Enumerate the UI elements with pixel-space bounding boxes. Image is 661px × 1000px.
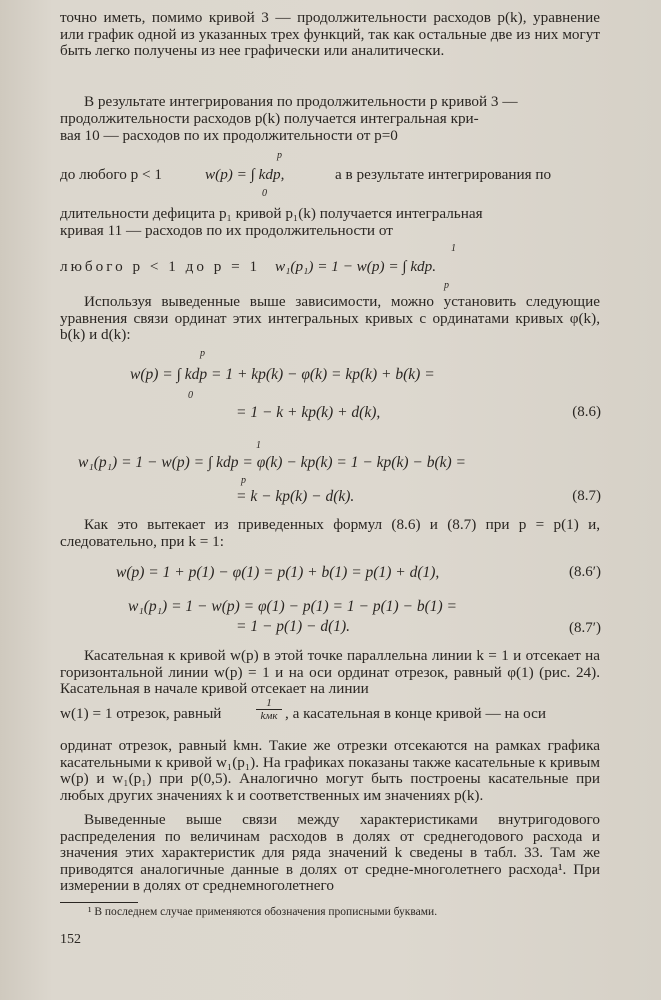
paragraph-tangent: Касательная к кривой w(p) в этой точке параллельна линии k = 1 и отсекает на горизонтальной линии w(p) = 1 и на оси ординат отрезок, равный φ(1) (рис. 24). Касательная в начале кривой отсекает на линии bbox=[60, 647, 600, 698]
equation-8-6-line1: w(p) = ∫ kdp = 1 + kp(k) − φ(k) = kp(k) + b(k) = bbox=[130, 366, 435, 383]
equation-number-8-7-prime: (8.7′) bbox=[568, 620, 601, 636]
paragraph-integration-l7a: любого p < 1 до p = 1 bbox=[60, 258, 261, 275]
upper-limit-p: p bbox=[277, 150, 282, 161]
lower-limit-zero: 0 bbox=[262, 188, 267, 199]
paragraph-consequence: Как это вытекает из приведенных формул (8.6) и (8.7) при p = p(1) и, следовательно, при k = 1: bbox=[60, 516, 600, 550]
paragraph-integration-l1: В результате интегрирования по продолжительности p кривой 3 — bbox=[84, 93, 518, 110]
paragraph-tangent-b1: w(1) = 1 отрезок, равный bbox=[60, 705, 222, 722]
page-number: 152 bbox=[60, 932, 81, 947]
paragraph-integration-l3: вая 10 — расходов по их продолжительности от p=0 bbox=[60, 127, 398, 144]
lower-limit-p: p bbox=[444, 280, 449, 291]
equation-8-6-prime: w(p) = 1 + p(1) − φ(1) = p(1) + b(1) = p(1) + d(1), bbox=[116, 564, 440, 581]
paragraph-tangent-cont: ординат отрезок, равный kмн. Такие же отрезки отсекаются на рамках графика касательными к кривой w₁(p₁). На графиках показаны также касательные к кривым w(p) и w₁(p₁) при p(0,5). Аналогично могут быть построены касательные при любых других значениях k и соответственных им значениях p(k). bbox=[60, 737, 600, 804]
equation-8-7-line1: w₁(p₁) = 1 − w(p) = ∫ kdp = φ(k) − kp(k) = 1 − kp(k) − b(k) = bbox=[78, 454, 467, 471]
paragraph-intro: точно иметь, помимо кривой 3 — продолжительности расходов p(k), уравнение или график одной из указанных трех функций, так как остальные две из них могут быть легко получены из нее графически или аналитически. bbox=[60, 9, 600, 60]
fraction-one-over-kmk bbox=[256, 697, 282, 722]
paragraph-integration-l5: длительности дефицита p₁ кривой p₁(k) получается интегральная bbox=[60, 205, 483, 222]
equation-number-8-6-prime: (8.6′) bbox=[568, 564, 601, 580]
formula-w1-of-p1: w₁(p₁) = 1 − w(p) = ∫ kdp. bbox=[275, 258, 437, 275]
paragraph-tangent-b2: , а касательная в конце кривой — на оси bbox=[285, 705, 546, 722]
eq86-upper-limit: p bbox=[200, 348, 205, 359]
paragraph-integration-l6: кривая 11 — расходов по их продолжительности от bbox=[60, 222, 393, 239]
paragraph-integration-l4c: а в результате интегрирования по bbox=[335, 166, 552, 183]
equation-8-6-line2: = 1 − k + kp(k) + d(k), bbox=[236, 404, 381, 421]
equation-8-7-prime-line1: w₁(p₁) = 1 − w(p) = φ(1) − p(1) = 1 − p(1) − b(1) = bbox=[128, 598, 458, 615]
paragraph-relations: Используя выведенные выше зависимости, можно установить следующие уравнения связи ординат этих интегральных кривых с ординатами кривых φ(k), b(k) и d(k): bbox=[60, 293, 600, 344]
paragraph-integration-l2: продолжительности расходов p(k) получается интегральная кри- bbox=[60, 110, 479, 127]
formula-w-of-p: w(p) = ∫ kdp, bbox=[205, 166, 285, 183]
eq87-lower-limit: p bbox=[241, 475, 246, 486]
footnote-rule bbox=[60, 902, 138, 903]
footnote: ¹ В последнем случае применяются обозначения прописными буквами. bbox=[88, 906, 438, 918]
eq86-lower-limit: 0 bbox=[188, 390, 193, 401]
equation-number-8-6: (8.6) bbox=[572, 404, 601, 420]
upper-limit-one: 1 bbox=[451, 243, 456, 254]
equation-number-8-7: (8.7) bbox=[572, 488, 601, 504]
eq87-upper-limit: 1 bbox=[256, 440, 261, 451]
fraction-denominator: kмк bbox=[260, 710, 278, 722]
paragraph-summary: Выведенные выше связи между характеристиками внутригодового распределения по величинам расходов в долях от среднегодового расхода и значения этих характеристик для ряда значений k сведены в табл. 33. Там же приводятся аналогичные данные в долях от средне-многолетнего расхода¹. При измерении в долях от среднемноголетнего bbox=[60, 811, 600, 895]
fraction-numerator: 1 bbox=[256, 697, 282, 710]
equation-8-7-prime-line2: = 1 − p(1) − d(1). bbox=[236, 618, 351, 635]
paragraph-integration-l4a: до любого p < 1 bbox=[60, 166, 162, 183]
equation-8-7-line2: = k − kp(k) − d(k). bbox=[236, 488, 355, 505]
